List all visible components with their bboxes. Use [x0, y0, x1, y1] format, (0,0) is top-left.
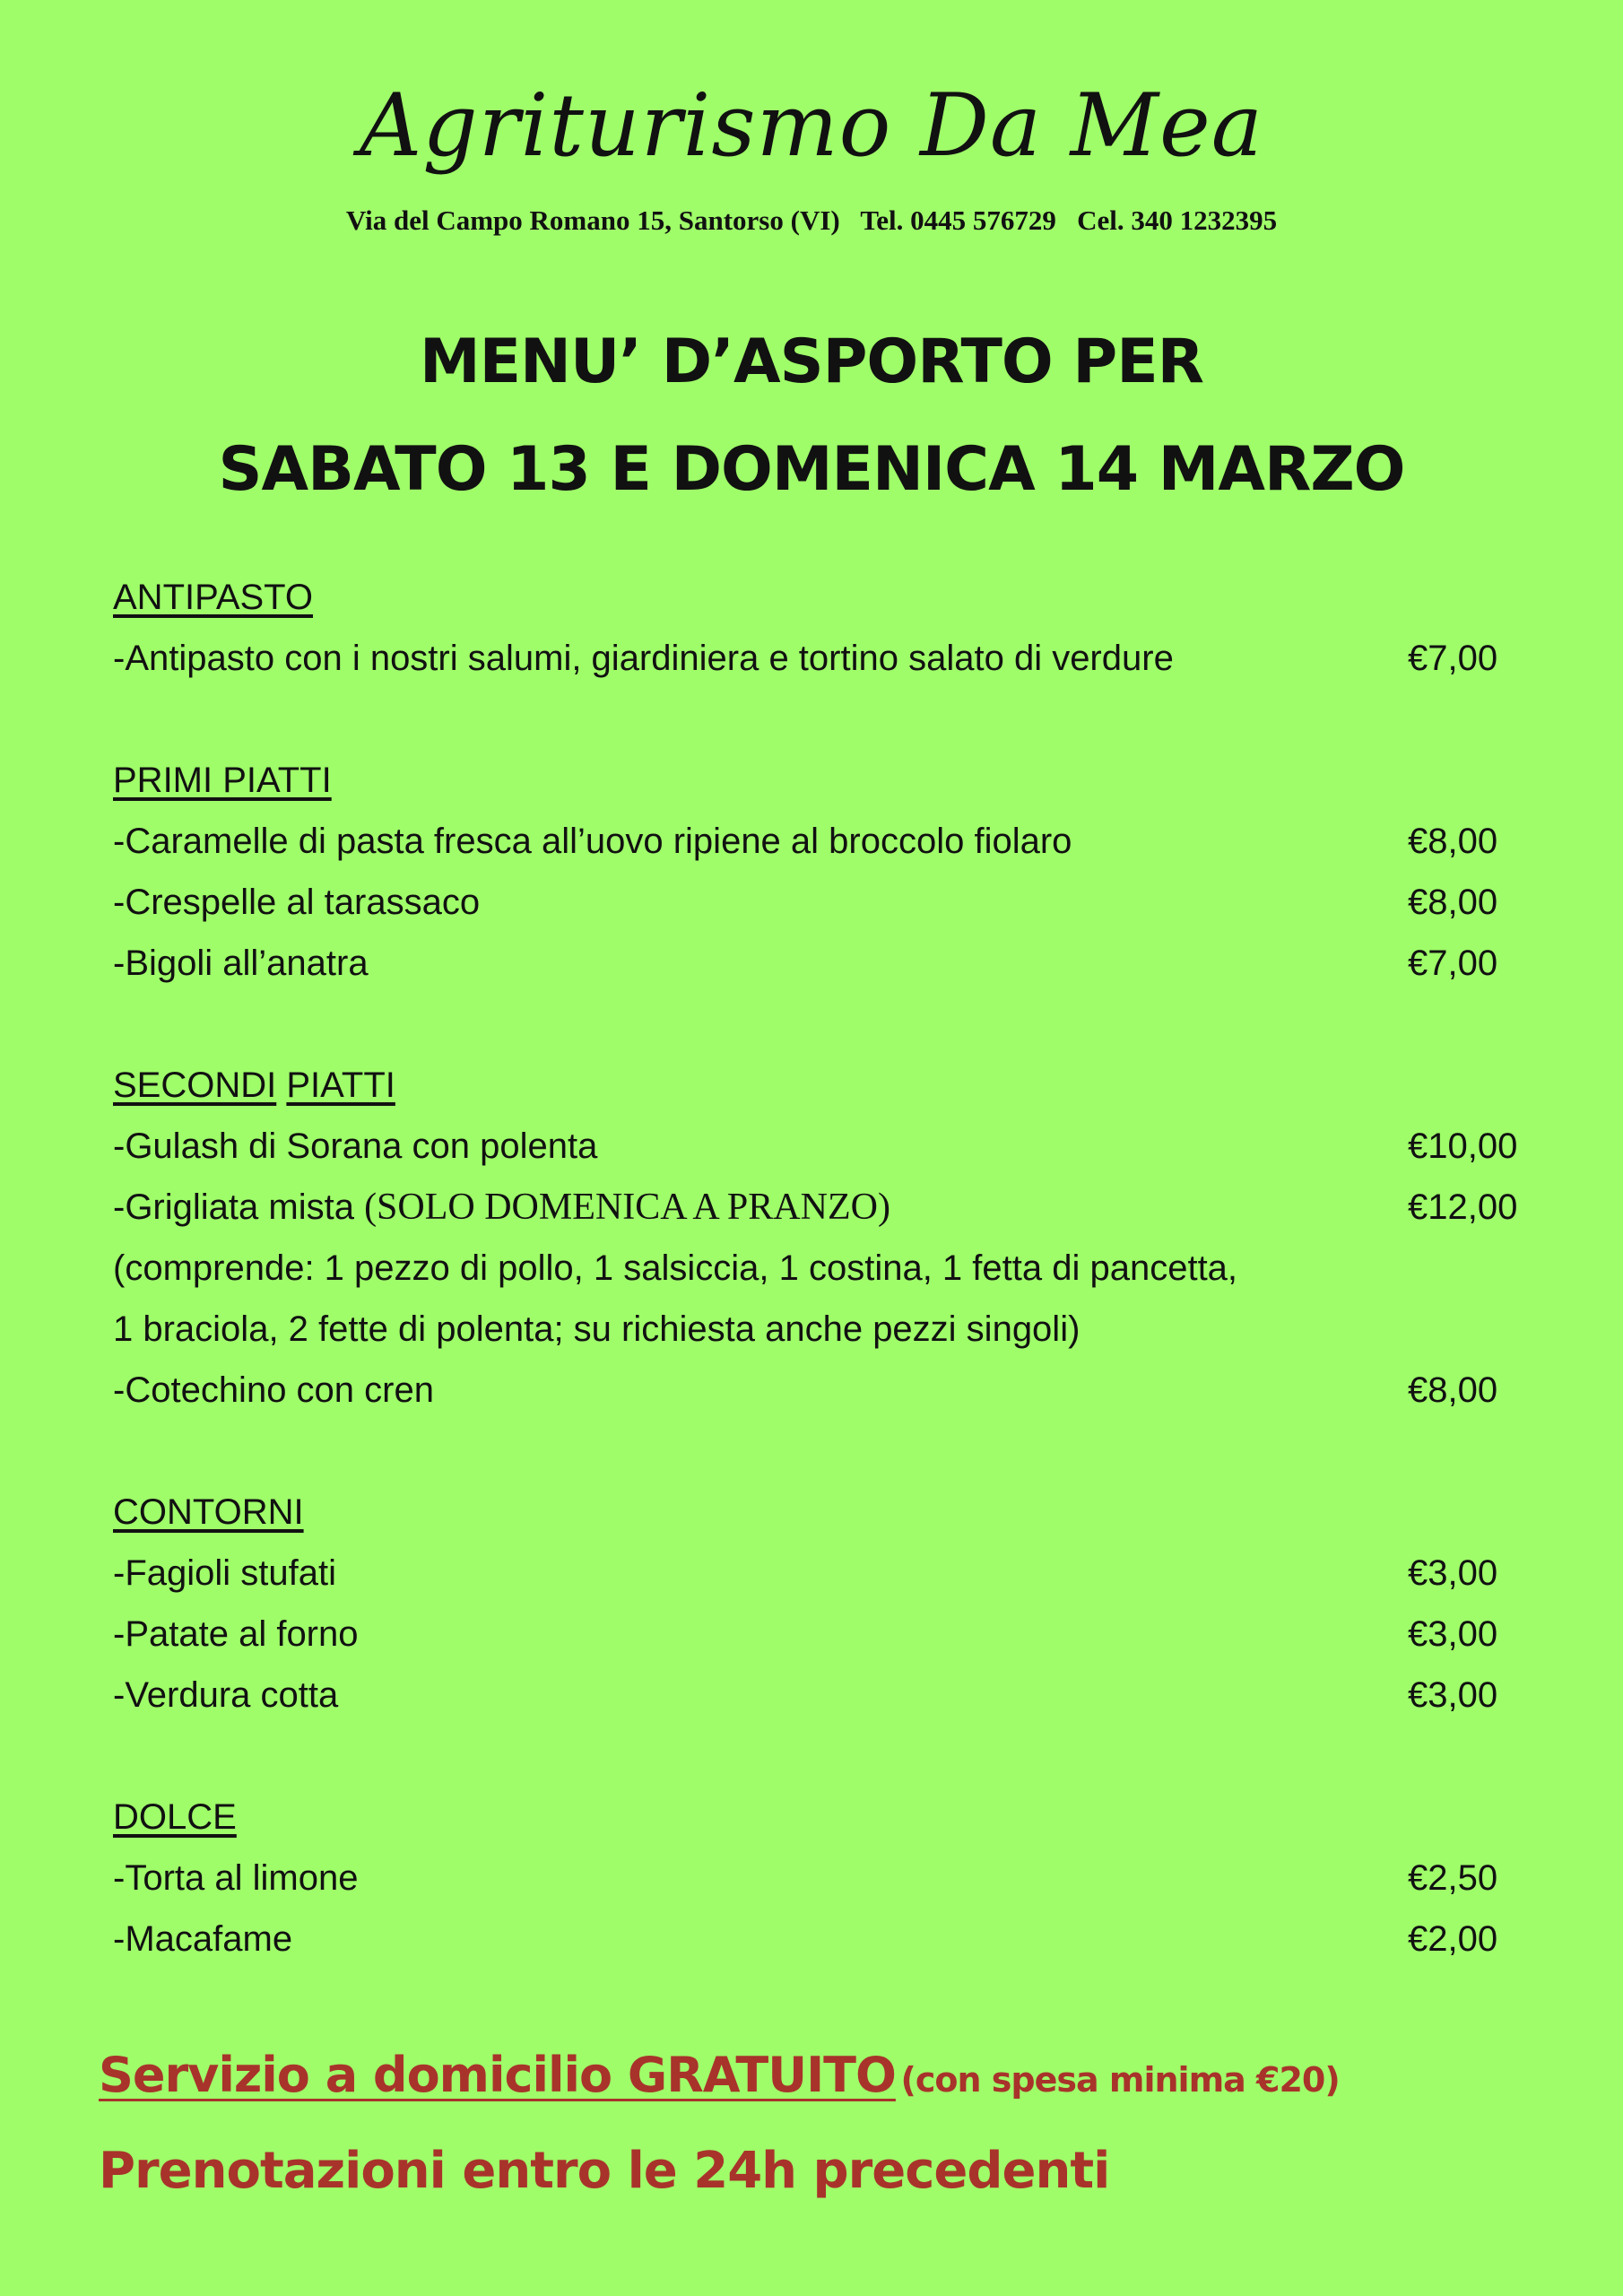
menu-item	[113, 1543, 1530, 1604]
item-name: -Grigliata mista	[113, 1187, 365, 1227]
item-price: €8,00	[1408, 822, 1498, 861]
booking-notice: Prenotazioni entro le 24h precedenti	[99, 2142, 1110, 2200]
section-dolce	[113, 1787, 1530, 1848]
section-primi	[113, 750, 1530, 811]
delivery-note: (con spesa minima €20)	[900, 2060, 1340, 2100]
section-heading: ANTIPASTO	[113, 578, 314, 617]
item-name: -Macafame	[113, 1919, 293, 1959]
delivery-text: Servizio a domicilio GRATUITO	[99, 2047, 896, 2103]
item-description-text: 1 braciola, 2 fette di polenta; su richiesta anche pezzi singoli)	[113, 1309, 1081, 1349]
menu-item	[113, 1665, 1530, 1726]
item-price: €8,00	[1408, 883, 1498, 922]
menu-item	[113, 811, 1530, 872]
item-description	[113, 1299, 1530, 1360]
menu-dates: SABATO 13 E DOMENICA 14 MARZO	[218, 434, 1405, 505]
section-heading: PIATTI	[286, 1065, 395, 1105]
section-heading: SECONDI	[113, 1065, 277, 1105]
item-price: €3,00	[1408, 1553, 1498, 1593]
item-name: -Patate al forno	[113, 1614, 359, 1654]
item-name: -Fagioli stufati	[113, 1553, 336, 1593]
item-name: -Verdura cotta	[113, 1675, 339, 1715]
item-price: €7,00	[1408, 639, 1498, 678]
menu-item	[113, 1604, 1530, 1665]
item-name: -Gulash di Sorana con polenta	[113, 1126, 598, 1166]
item-price: €2,50	[1408, 1858, 1498, 1898]
item-price: €10,00	[1408, 1126, 1518, 1166]
item-price: €7,00	[1408, 944, 1498, 983]
item-name: -Bigoli all’anatra	[113, 944, 369, 983]
section-heading: PRIMI PIATTI	[113, 761, 332, 800]
restaurant-address: Via del Campo Romano 15, Santorso (VI) Tel. 0445 576729 Cel. 340 1232395	[345, 204, 1278, 236]
section-heading: DOLCE	[113, 1797, 237, 1837]
section-secondi	[113, 1055, 1530, 1116]
item-name: -Torta al limone	[113, 1858, 359, 1898]
delivery-notice	[99, 2047, 1340, 2103]
menu-headline: MENU’ D’ASPORTO PER	[419, 326, 1204, 397]
item-price: €3,00	[1408, 1675, 1498, 1715]
menu-item	[113, 1116, 1530, 1177]
section-contorni	[113, 1482, 1530, 1543]
item-price: €8,00	[1408, 1370, 1498, 1410]
menu-item	[113, 1848, 1530, 1909]
item-name: -Cotechino con cren	[113, 1370, 434, 1410]
restaurant-title: Agriturismo Da Mea	[359, 75, 1264, 176]
menu-item	[113, 872, 1530, 933]
menu-item	[113, 1177, 1530, 1238]
item-note: (SOLO DOMENICA A PRANZO)	[364, 1187, 890, 1228]
menu-item	[113, 933, 1530, 994]
item-price: €3,00	[1408, 1614, 1498, 1654]
menu-item	[113, 1360, 1530, 1421]
item-description-text: (comprende: 1 pezzo di pollo, 1 salsiccia, 1 costina, 1 fetta di pancetta,	[113, 1248, 1238, 1288]
item-name: -Crespelle al tarassaco	[113, 883, 481, 922]
item-description	[113, 1238, 1530, 1299]
item-price: €2,00	[1408, 1919, 1498, 1959]
menu-item	[113, 628, 1530, 689]
section-heading: CONTORNI	[113, 1492, 304, 1532]
menu-list	[113, 567, 1530, 1970]
item-name: -Caramelle di pasta fresca all’uovo ripiene al broccolo fiolaro	[113, 822, 1072, 861]
menu-item	[113, 1909, 1530, 1970]
item-name: -Antipasto con i nostri salumi, giardiniera e tortino salato di verdure	[113, 639, 1174, 678]
section-antipasto	[113, 567, 1530, 628]
item-price: €12,00	[1408, 1187, 1518, 1227]
